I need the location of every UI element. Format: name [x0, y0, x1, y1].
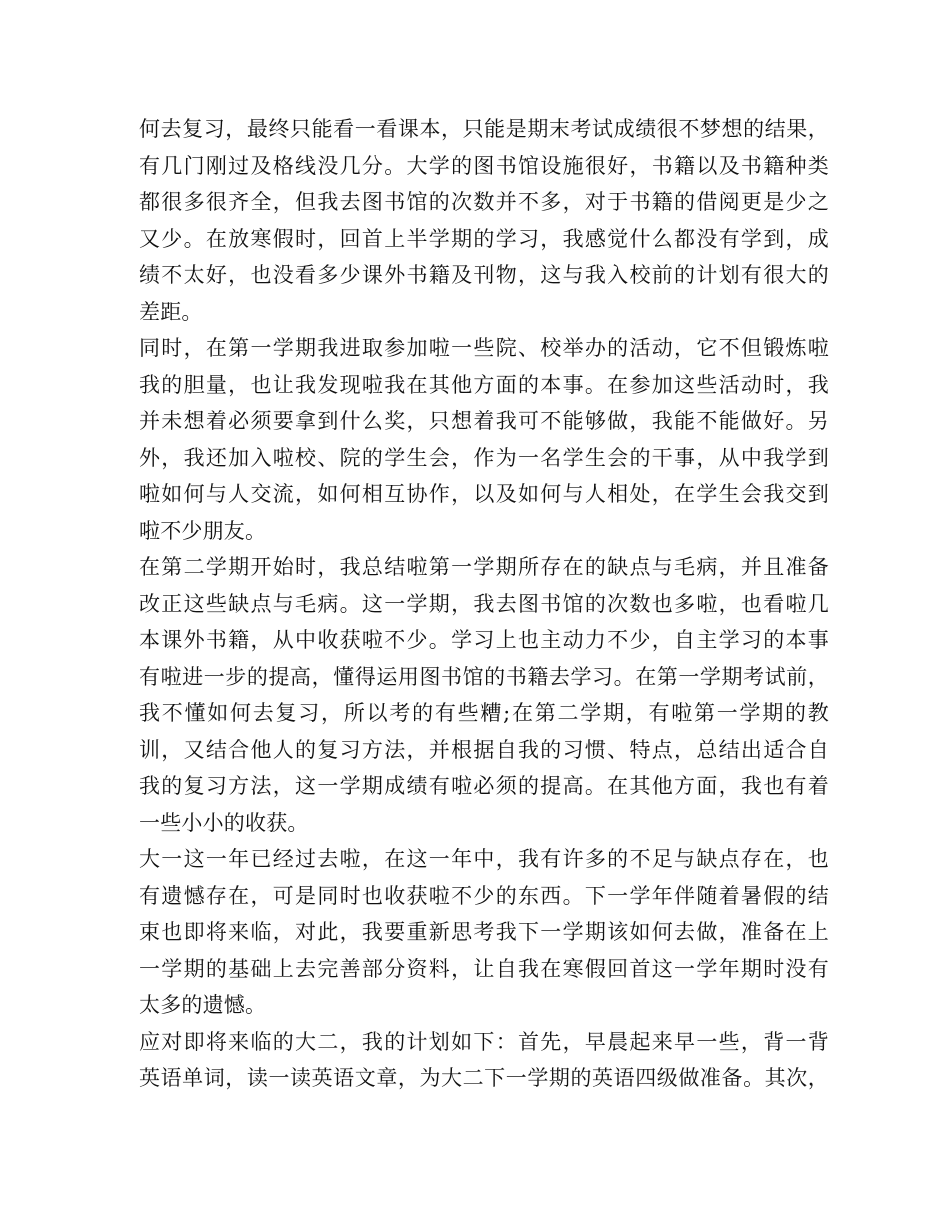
text-line: 又少。在放寒假时，回首上半学期的学习，我感觉什么都没有学到，成	[139, 226, 829, 251]
text-line: 训，又结合他人的复习方法，并根据自我的习惯、特点，总结出适合自	[139, 737, 829, 762]
text-line: 绩不太好，也没看多少课外书籍及刊物，这与我入校前的计划有很大的	[139, 263, 829, 287]
text-line: 有啦进一步的提高，懂得运用图书馆的书籍去学习。在第一学期考试前，	[139, 664, 829, 689]
text-line: 应对即将来临的大二，我的计划如下：首先，早晨起来早一些，背一背	[139, 1029, 829, 1054]
text-line: 并未想着必须要拿到什么奖，只想着我可不能够做，我能不能做好。另	[139, 409, 829, 433]
text-line: 何去复习，最终只能看一看课本，只能是期末考试成绩很不梦想的结果，	[139, 117, 829, 141]
text-line: 本课外书籍，从中收获啦不少。学习上也主动力不少，自主学习的本事	[139, 628, 829, 652]
text-line: 太多的遗憾。	[139, 993, 267, 1017]
text-line: 有遗憾存在，可是同时也收获啦不少的东西。下一学年伴随着暑假的结	[139, 883, 829, 908]
text-line: 我不懂如何去复习，所以考的有些糟;在第二学期，有啦第一学期的教	[139, 701, 829, 725]
text-line: 啦如何与人交流，如何相互协作，以及如何与人相处，在学生会我交到	[139, 482, 829, 506]
document-body	[139, 111, 829, 1097]
text-line: 在第二学期开始时，我总结啦第一学期所存在的缺点与毛病，并且准备	[139, 555, 829, 579]
text-line: 一学期的基础上去完善部分资料，让自我在寒假回首这一学年期时没有	[139, 956, 829, 981]
text-line: 我的胆量，也让我发现啦我在其他方面的本事。在参加这些活动时，我	[139, 372, 829, 397]
text-line: 英语单词，读一读英语文章，为大二下一学期的英语四级做准备。其次，	[139, 1066, 829, 1090]
text-line: 同时，在第一学期我进取参加啦一些院、校举办的活动，它不但锻炼啦	[139, 336, 829, 360]
text-line: 啦不少朋友。	[139, 518, 267, 543]
text-line: 一些小小的收获。	[139, 810, 309, 835]
text-line: 都很多很齐全，但我去图书馆的次数并不多，对于书籍的借阅更是少之	[139, 190, 829, 214]
text-line: 大一这一年已经过去啦，在这一年中，我有许多的不足与缺点存在，也	[139, 847, 829, 871]
text-line: 改正这些缺点与毛病。这一学期，我去图书馆的次数也多啦，也看啦几	[139, 591, 829, 616]
text-line: 束也即将来临，对此，我要重新思考我下一学期该如何去做，准备在上	[139, 920, 829, 944]
text-line: 差距。	[139, 299, 203, 324]
text-line: 外，我还加入啦校、院的学生会，作为一名学生会的干事，从中我学到	[139, 445, 829, 470]
text-line: 有几门刚过及格线没几分。大学的图书馆设施很好，书籍以及书籍种类	[139, 153, 829, 178]
text-line: 我的复习方法，这一学期成绩有啦必须的提高。在其他方面，我也有着	[139, 774, 829, 798]
